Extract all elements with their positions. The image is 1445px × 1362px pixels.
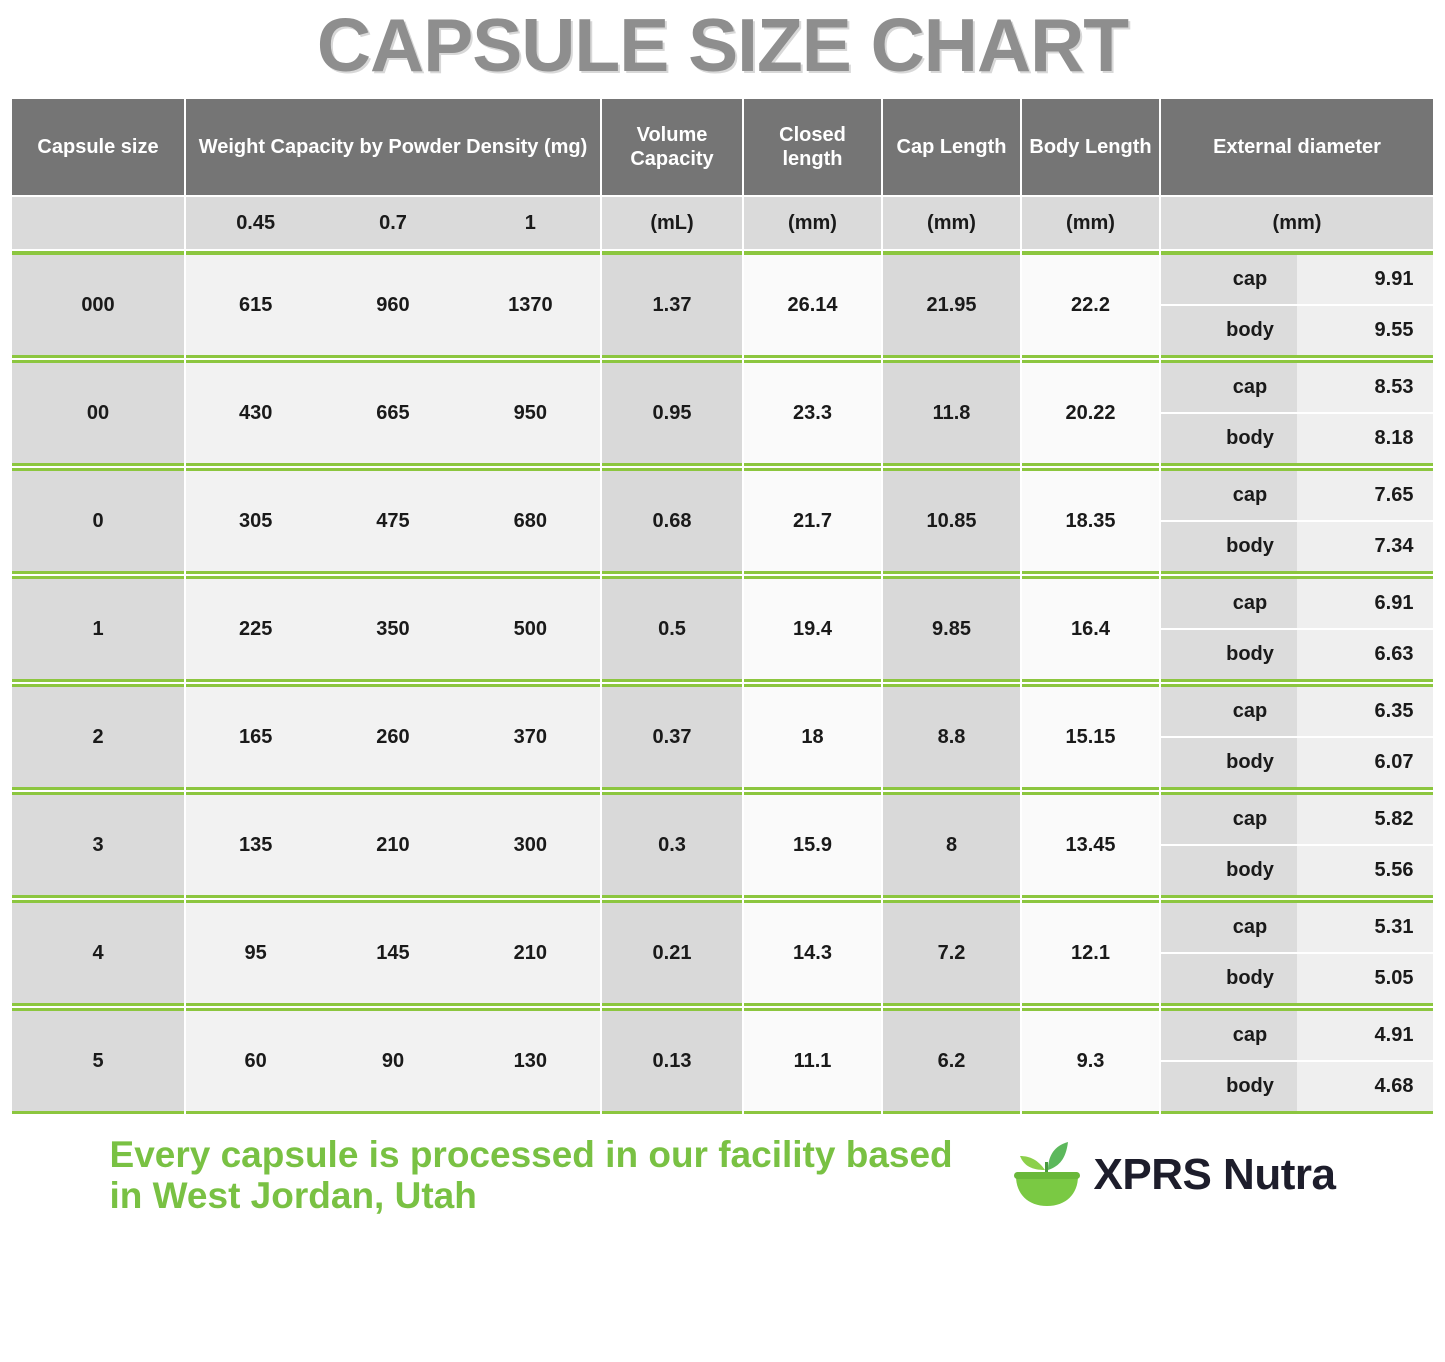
value-diam-cap: 5.31 [1297,903,1433,953]
label-diam-cap: cap [1161,687,1297,737]
cell-weight-07: 350 [325,618,460,641]
capsule-size-table [10,97,1435,1116]
value-diam-body: 6.07 [1297,737,1433,787]
cell-weight-045: 430 [188,402,323,425]
cell-capsule-size: 4 [12,900,184,1006]
cell-closed-length: 23.3 [744,360,881,466]
table-row [12,468,1433,574]
value-diam-body: 8.18 [1297,413,1433,463]
cell-body-length: 22.2 [1022,251,1159,358]
cell-cap-length: 9.85 [883,576,1020,682]
cell-volume: 0.21 [602,900,742,1006]
label-diam-cap: cap [1161,795,1297,845]
cell-volume: 0.95 [602,360,742,466]
cell-capsule-size: 2 [12,684,184,790]
cell-cap-length: 10.85 [883,468,1020,574]
cell-weight-07: 665 [325,402,460,425]
cell-cap-length: 7.2 [883,900,1020,1006]
label-diam-body: body [1161,629,1297,679]
cell-closed-length: 11.1 [744,1008,881,1114]
header-row [12,99,1433,195]
cell-capsule-size: 5 [12,1008,184,1114]
cell-weight-07: 90 [325,1050,460,1073]
cell-external-diameter [1161,1008,1433,1114]
label-diam-body: body [1161,1061,1297,1111]
cell-capsule-size: 1 [12,576,184,682]
cell-volume: 1.37 [602,251,742,358]
cell-weight-group [186,792,600,898]
cell-body-length: 15.15 [1022,684,1159,790]
label-diam-cap: cap [1161,579,1297,629]
cell-weight-07: 145 [325,942,460,965]
value-diam-cap: 6.91 [1297,579,1433,629]
units-density-045: 0.45 [188,197,323,249]
cell-weight-1: 210 [463,942,598,965]
cell-weight-07: 960 [325,294,460,317]
brand-lockup [1008,1136,1336,1214]
cell-closed-length: 21.7 [744,468,881,574]
cell-weight-045: 95 [188,942,323,965]
header-closed-length: Closed length [744,99,881,195]
cell-cap-length: 21.95 [883,251,1020,358]
cell-weight-group [186,684,600,790]
units-closed-length: (mm) [744,197,881,249]
cell-external-diameter [1161,684,1433,790]
label-diam-cap: cap [1161,471,1297,521]
cell-weight-1: 680 [463,510,598,533]
cell-cap-length: 11.8 [883,360,1020,466]
table-body [12,251,1433,1114]
header-weight-capacity: Weight Capacity by Powder Density (mg) [186,99,600,195]
header-volume-capacity: Volume Capacity [602,99,742,195]
cell-weight-group [186,251,600,358]
cell-volume: 0.13 [602,1008,742,1114]
header-cap-length: Cap Length [883,99,1020,195]
cell-external-diameter [1161,792,1433,898]
table-row [12,1008,1433,1114]
cell-capsule-size: 0 [12,468,184,574]
cell-external-diameter [1161,468,1433,574]
label-diam-cap: cap [1161,255,1297,305]
cell-external-diameter [1161,251,1433,358]
table-row [12,900,1433,1006]
cell-weight-045: 225 [188,618,323,641]
value-diam-body: 9.55 [1297,305,1433,355]
chart-table-wrapper [0,97,1445,1116]
units-row [12,197,1433,249]
cell-capsule-size: 3 [12,792,184,898]
cell-body-length: 20.22 [1022,360,1159,466]
footer [0,1116,1445,1225]
brand-name: XPRS Nutra [1093,1150,1336,1200]
value-diam-cap: 7.65 [1297,471,1433,521]
units-density-07: 0.7 [325,197,460,249]
label-diam-body: body [1161,737,1297,787]
cell-weight-045: 165 [188,726,323,749]
cell-weight-group [186,360,600,466]
cell-capsule-size: 00 [12,360,184,466]
cell-cap-length: 8 [883,792,1020,898]
units-densities [186,197,600,249]
cell-volume: 0.37 [602,684,742,790]
units-cap-length: (mm) [883,197,1020,249]
table-row [12,792,1433,898]
header-external-diameter: External diameter [1161,99,1433,195]
label-diam-body: body [1161,305,1297,355]
cell-cap-length: 6.2 [883,1008,1020,1114]
cell-closed-length: 26.14 [744,251,881,358]
cell-weight-07: 475 [325,510,460,533]
label-diam-body: body [1161,953,1297,1003]
cell-weight-1: 300 [463,834,598,857]
cell-weight-07: 260 [325,726,460,749]
cell-weight-1: 130 [463,1050,598,1073]
table-head [12,99,1433,249]
label-diam-body: body [1161,845,1297,895]
value-diam-cap: 9.91 [1297,255,1433,305]
cell-weight-1: 500 [463,618,598,641]
label-diam-cap: cap [1161,363,1297,413]
cell-weight-group [186,468,600,574]
value-diam-body: 7.34 [1297,521,1433,571]
cell-cap-length: 8.8 [883,684,1020,790]
value-diam-cap: 6.35 [1297,687,1433,737]
label-diam-body: body [1161,521,1297,571]
cell-body-length: 12.1 [1022,900,1159,1006]
cell-volume: 0.3 [602,792,742,898]
page-title: CAPSULE SIZE CHART [316,3,1129,87]
cell-weight-07: 210 [325,834,460,857]
leaf-mortar-icon [1008,1136,1086,1214]
units-capsule-size [12,197,184,249]
units-density-1: 1 [463,197,598,249]
cell-body-length: 18.35 [1022,468,1159,574]
cell-closed-length: 19.4 [744,576,881,682]
units-volume: (mL) [602,197,742,249]
value-diam-cap: 5.82 [1297,795,1433,845]
footer-tagline: Every capsule is processed in our facility based in West Jordan, Utah [109,1134,953,1217]
value-diam-body: 5.05 [1297,953,1433,1003]
cell-closed-length: 15.9 [744,792,881,898]
value-diam-cap: 4.91 [1297,1011,1433,1061]
table-row [12,576,1433,682]
table-row [12,684,1433,790]
cell-closed-length: 14.3 [744,900,881,1006]
units-external-diameter: (mm) [1161,197,1433,249]
value-diam-body: 6.63 [1297,629,1433,679]
table-row [12,360,1433,466]
cell-external-diameter [1161,360,1433,466]
cell-volume: 0.5 [602,576,742,682]
table-row [12,251,1433,358]
cell-weight-045: 135 [188,834,323,857]
label-diam-body: body [1161,413,1297,463]
cell-weight-group [186,576,600,682]
cell-weight-045: 60 [188,1050,323,1073]
cell-body-length: 9.3 [1022,1008,1159,1114]
label-diam-cap: cap [1161,1011,1297,1061]
cell-weight-045: 615 [188,294,323,317]
cell-weight-group [186,1008,600,1114]
cell-weight-1: 370 [463,726,598,749]
header-body-length: Body Length [1022,99,1159,195]
cell-closed-length: 18 [744,684,881,790]
value-diam-cap: 8.53 [1297,363,1433,413]
cell-capsule-size: 000 [12,251,184,358]
cell-weight-045: 305 [188,510,323,533]
cell-volume: 0.68 [602,468,742,574]
value-diam-body: 5.56 [1297,845,1433,895]
value-diam-body: 4.68 [1297,1061,1433,1111]
cell-external-diameter [1161,900,1433,1006]
cell-weight-group [186,900,600,1006]
cell-external-diameter [1161,576,1433,682]
label-diam-cap: cap [1161,903,1297,953]
cell-body-length: 16.4 [1022,576,1159,682]
header-capsule-size: Capsule size [12,99,184,195]
cell-weight-1: 950 [463,402,598,425]
cell-body-length: 13.45 [1022,792,1159,898]
units-body-length: (mm) [1022,197,1159,249]
cell-weight-1: 1370 [463,294,598,317]
